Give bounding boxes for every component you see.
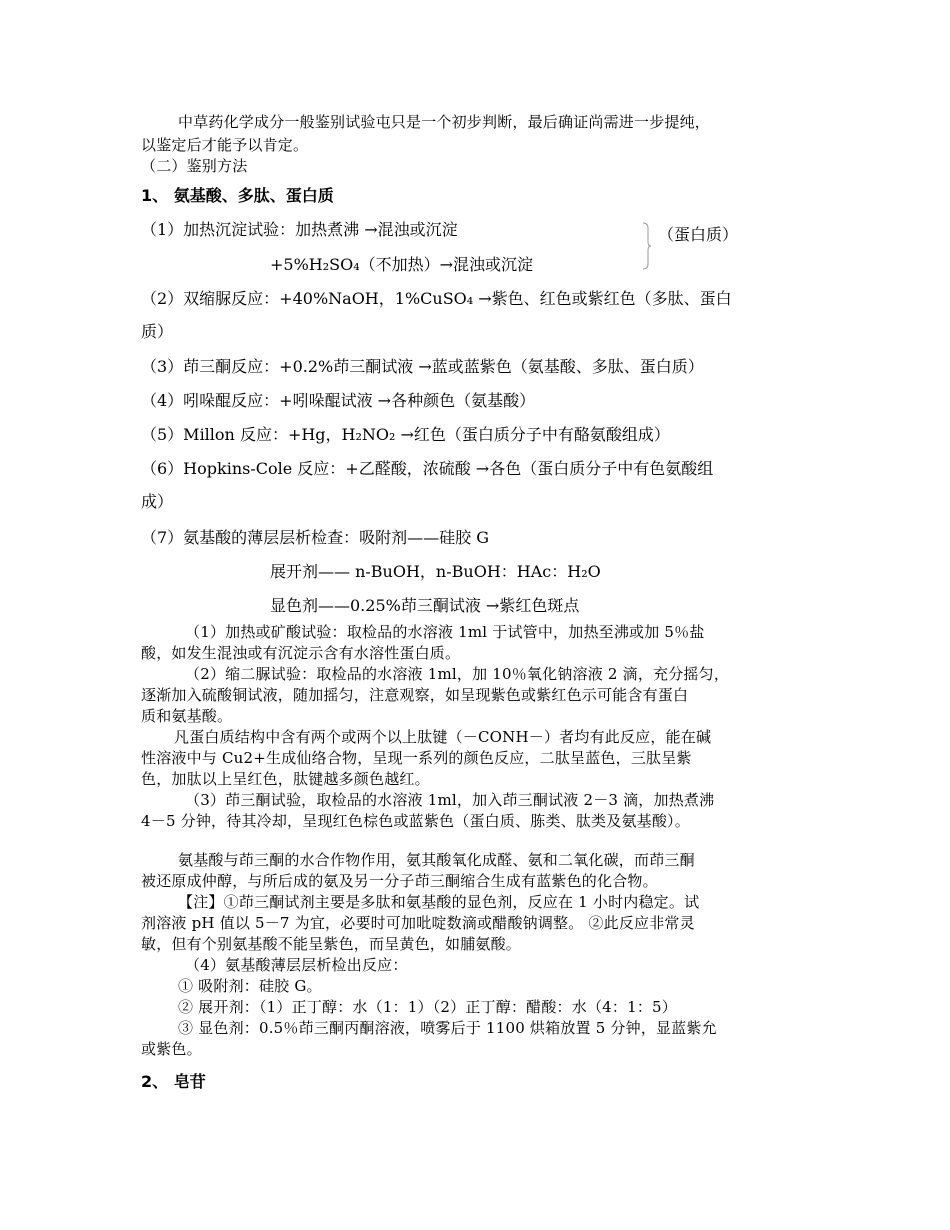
section-heading: 1、 氨基酸、多肽、蛋白质 [141,186,334,205]
paragraph-line: （4）氨基酸薄层层析检出反应： [185,956,408,974]
paragraph-line: （1）加热或矿酸试验：取检品的水溶液 1ml 于试管中，加热至沸或加 5％盐 [185,623,705,641]
list-item: （1）加热沉淀试验：加热煮沸 →混浊或沉淀 [141,220,458,239]
list-item: （4）吲哚醌反应：+吲哚醌试液 →各种颜色（氨基酸） [141,391,536,410]
paragraph-line: 氨基酸与茚三酮的水合作物作用，氨其酸氧化成醛、氨和二氧化碳，而茚三酮 [178,851,695,869]
list-item: （3）茚三酮反应：+0.2%茚三酮试液 →蓝或蓝紫色（氨基酸、多肽、蛋白质） [141,357,704,376]
list-item: （7）氨基酸的薄层层析检查：吸附剂——硅胶 G [141,528,490,547]
list-item-continuation: +5%H₂SO₄（不加热）→混浊或沉淀 [270,255,534,274]
list-item-continuation: 质） [141,322,174,341]
list-item-continuation: 显色剂——0.25%茚三酮试液 →紫红色斑点 [270,596,580,615]
section-subheading: （二）鉴别方法 [141,157,248,175]
section-heading: 2、 皂苷 [141,1072,206,1091]
paragraph-line: ② 展开剂：（1）正丁醇：水（1：1）（2）正丁醇：醋酸：水（4：1：5） [178,998,677,1016]
paragraph-line: 性溶液中与 Cu2+生成仙络合物，呈现一系列的颜色反应，二肽呈蓝色，三肽呈紫 [141,749,692,767]
paragraph-line: 以鉴定后才能予以肯定。 [141,136,309,154]
paragraph-line: 中草药化学成分一般鉴别试验屯只是一个初步判断，最后确证尚需进一步提纯， [178,113,711,131]
paragraph-line: （2）缩二脲试验：取检品的水溶液 1ml，加 10％氧化钠溶液 2 滴，充分摇匀， [185,665,730,683]
list-item-continuation: 成） [141,492,174,511]
paragraph-line: 逐渐加入硫酸铜试液，随加摇匀，注意观察，如呈现紫色或紫红色示可能含有蛋白 [141,686,689,704]
paragraph-line: 被还原成仲醇，与所后成的氨及另一分子茚三酮缩合生成有蓝紫色的化合物。 [141,872,658,890]
paragraph-line: 质和氨基酸。 [141,707,233,725]
paragraph-line: （3）茚三酮试验，取检品的水溶液 1ml，加入茚三酮试液 2－3 滴，加热煮沸 [185,791,715,809]
brace-label: （蛋白质） [658,225,739,244]
paragraph-line: 或紫色。 [141,1040,202,1058]
list-item-continuation: 展开剂—— n-BuOH，n-BuOH：HAc：H₂O [270,562,601,581]
paragraph-line: 剂溶液 pH 值以 5－7 为宜，必要时可加吡啶数滴或醋酸钠调整。 ②此反应非常灵 [141,914,695,932]
paragraph-line: ③ 显色剂：0.5％茚三酮丙酮溶液，喷雾后于 1100 烘箱放置 5 分钟，显蓝紫允 [178,1019,717,1037]
right-brace-icon [642,222,652,270]
paragraph-line: 色，加肽以上呈红色，肽键越多颜色越红。 [141,770,430,788]
list-item: （2）双缩脲反应：+40%NaOH，1%CuSO₄ →紫色、红色或紫红色（多肽、蛋白 [141,289,732,308]
paragraph-line: ① 吸附剂：硅胶 G。 [178,977,322,995]
list-item: （5）Millon 反应：+Hg，H₂NO₂ →红色（蛋白质分子中有酪氨酸组成） [141,425,670,444]
paragraph-line: 敏，但有个别氨基酸不能呈紫色，而呈黄色，如脯氨酸。 [141,935,522,953]
paragraph-line: 【注】①茚三酮试剂主要是多肽和氨基酸的显色剂，反应在 1 小时内稳定。试 [178,893,700,911]
paragraph-line: 酸，如发生混浊或有沉淀示含有水溶性蛋白质。 [141,644,461,662]
list-item: （6）Hopkins-Cole 反应：+乙醛酸，浓硫酸 →各色（蛋白质分子中有色氨酸组 [141,459,714,478]
paragraph-line: 4－5 分钟，待其冷却，呈现红色棕色或蓝紫色（蛋白质、胨类、肽类及氨基酸）。 [141,812,690,830]
paragraph-line: 凡蛋白质结构中含有两个或两个以上肽键（－CONH－）者均有此反应，能在碱 [174,728,712,746]
